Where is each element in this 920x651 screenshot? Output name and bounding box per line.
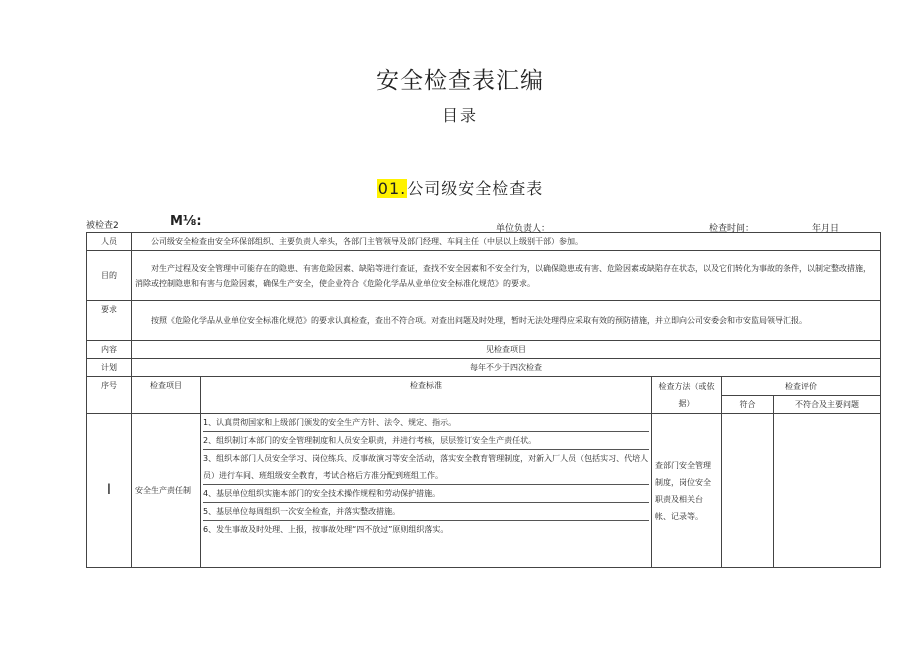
requirement-label: 要求 bbox=[87, 301, 132, 341]
standard-line: 1、认真贯彻国家和上级部门颁发的安全生产方针、法令、规定、指示。 bbox=[203, 414, 649, 432]
standard-line: 4、基层单位组织实施本部门的安全技术操作规程和劳动保护措施。 bbox=[203, 485, 649, 503]
table-row bbox=[87, 233, 881, 251]
column-header-eval: 检查评价 bbox=[722, 377, 881, 396]
column-header-item: 检查项目 bbox=[132, 377, 201, 414]
item-standards bbox=[201, 414, 652, 568]
standard-line: 5、基层单位每周组织一次安全检查，并落实整改措施。 bbox=[203, 503, 649, 521]
column-header-standard: 检查标准 bbox=[201, 377, 652, 414]
plan-label: 计划 bbox=[87, 359, 132, 377]
item-nok-cell bbox=[774, 414, 881, 568]
section-heading bbox=[0, 176, 920, 199]
purpose-label: 目的 bbox=[87, 251, 132, 301]
item-ok-cell bbox=[722, 414, 774, 568]
table-row bbox=[87, 414, 881, 568]
column-header-seq: 序号 bbox=[87, 377, 132, 414]
table-row bbox=[87, 359, 881, 377]
table-row bbox=[87, 301, 881, 341]
personnel-label: 人员 bbox=[87, 233, 132, 251]
unit-leader-label: 单位负责人： bbox=[496, 224, 551, 234]
table-of-contents-heading: 目录 bbox=[441, 106, 478, 125]
column-header-row bbox=[87, 377, 881, 396]
standard-line: 2、组织制订本部门的安全管理制度和人员安全职责，并进行考核，层层签订安全生产责任状。 bbox=[203, 432, 649, 450]
content-text: 见检查项目 bbox=[132, 341, 881, 359]
inspected-unit-mark: M⅛: bbox=[170, 214, 202, 229]
table-row bbox=[87, 251, 881, 301]
item-seq: I bbox=[87, 414, 132, 568]
document-title: 安全检查表汇编 bbox=[376, 68, 544, 94]
inspection-time-label: 检查时间： bbox=[709, 224, 755, 234]
content-label: 内容 bbox=[87, 341, 132, 359]
table-row bbox=[87, 341, 881, 359]
column-header-nok: 不符合及主要问题 bbox=[774, 396, 881, 414]
personnel-text: 公司级安全检查由安全环保部组织、主要负责人牵头，各部门主管领导及部门经理、车间主任（中层以上级别干部）参加。 bbox=[132, 233, 881, 251]
section-number: 01. bbox=[377, 179, 407, 198]
standard-line: 6、发生事故及时处理、上报，按事故处理“四不放过”原则组织落实。 bbox=[203, 525, 449, 534]
plan-text: 每年不少于四次检查 bbox=[132, 359, 881, 377]
column-header-method: 检查方法（或依据） bbox=[652, 377, 722, 414]
requirement-text: 按照《危险化学品从业单位安全标准化规范》的要求认真检查，查出不符合项。对查出问题及时处理，暂时无法处理得应采取有效的预防措施，并立即向公司安委会和市安监局领导汇报。 bbox=[132, 301, 881, 341]
form-header bbox=[86, 216, 880, 232]
inspection-date-label: 年月日 bbox=[812, 224, 840, 234]
inspection-table bbox=[86, 232, 881, 568]
item-method: 查部门安全管理制度，岗位安全职责及相关台帐、记录等。 bbox=[652, 414, 722, 568]
section-label: 公司级安全检查表 bbox=[407, 179, 544, 198]
standard-line: 3、组织本部门人员安全学习、岗位练兵、反事故演习等安全活动，落实安全教育管理制度，对新入厂人员（包括实习、代培人员）进行车间、班组级安全教育，考试合格后方准分配到班组工作。 bbox=[203, 450, 649, 485]
item-name: 安全生产责任制 bbox=[132, 414, 201, 568]
column-header-ok: 符合 bbox=[722, 396, 774, 414]
purpose-text: 对生产过程及安全管理中可能存在的隐患、有害危险因素、缺陷等进行查证，查找不安全因素和不安全行为，以确保隐患或有害、危险因素或缺陷存在状态，以及它们转化为事故的条件，以制定整改措施，消除或控制隐患和有害与危险因素，确保生产安全，使企业符合《危险化学品从业单位安全标准化规范》的要求。 bbox=[132, 251, 881, 301]
inspected-unit-label: 被检查2 bbox=[86, 221, 119, 231]
